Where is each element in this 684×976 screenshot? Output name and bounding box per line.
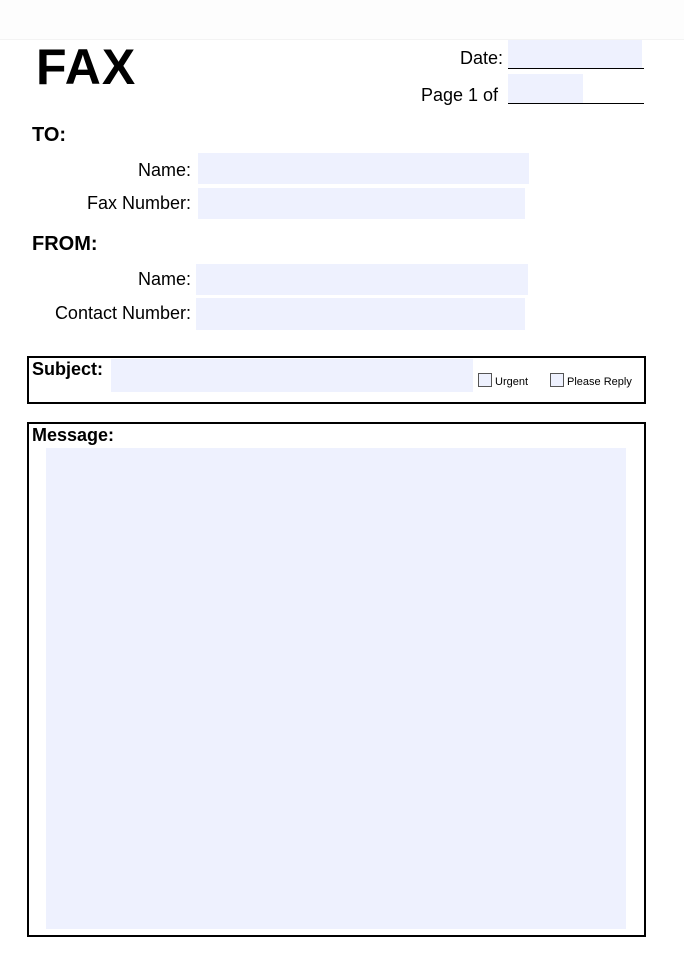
subject-label: Subject: [32,359,104,379]
date-field[interactable] [508,40,642,68]
to-fax-field[interactable] [198,188,525,219]
page-total-underline [508,103,644,104]
from-name-field[interactable] [196,264,528,295]
please-reply-label: Please Reply [567,376,632,388]
page-top-strip [0,0,684,40]
from-heading: FROM: [32,233,98,255]
to-heading: TO: [32,124,67,146]
message-label: Message: [32,425,115,445]
to-fax-label: Fax Number: [86,193,191,213]
page-total-field[interactable] [508,74,583,103]
message-field[interactable] [46,448,626,929]
page-count-label: Page 1 of [420,85,498,105]
to-name-label: Name: [137,160,191,180]
urgent-checkbox[interactable] [478,373,492,387]
please-reply-checkbox[interactable] [550,373,564,387]
from-name-label: Name: [137,269,191,289]
from-contact-label: Contact Number: [54,303,191,323]
urgent-label: Urgent [495,376,529,388]
page-title: FAX [36,39,137,95]
date-label: Date: [459,48,503,68]
to-name-field[interactable] [198,153,529,184]
subject-field[interactable] [111,359,473,392]
date-underline [508,68,644,69]
from-contact-field[interactable] [196,298,525,330]
